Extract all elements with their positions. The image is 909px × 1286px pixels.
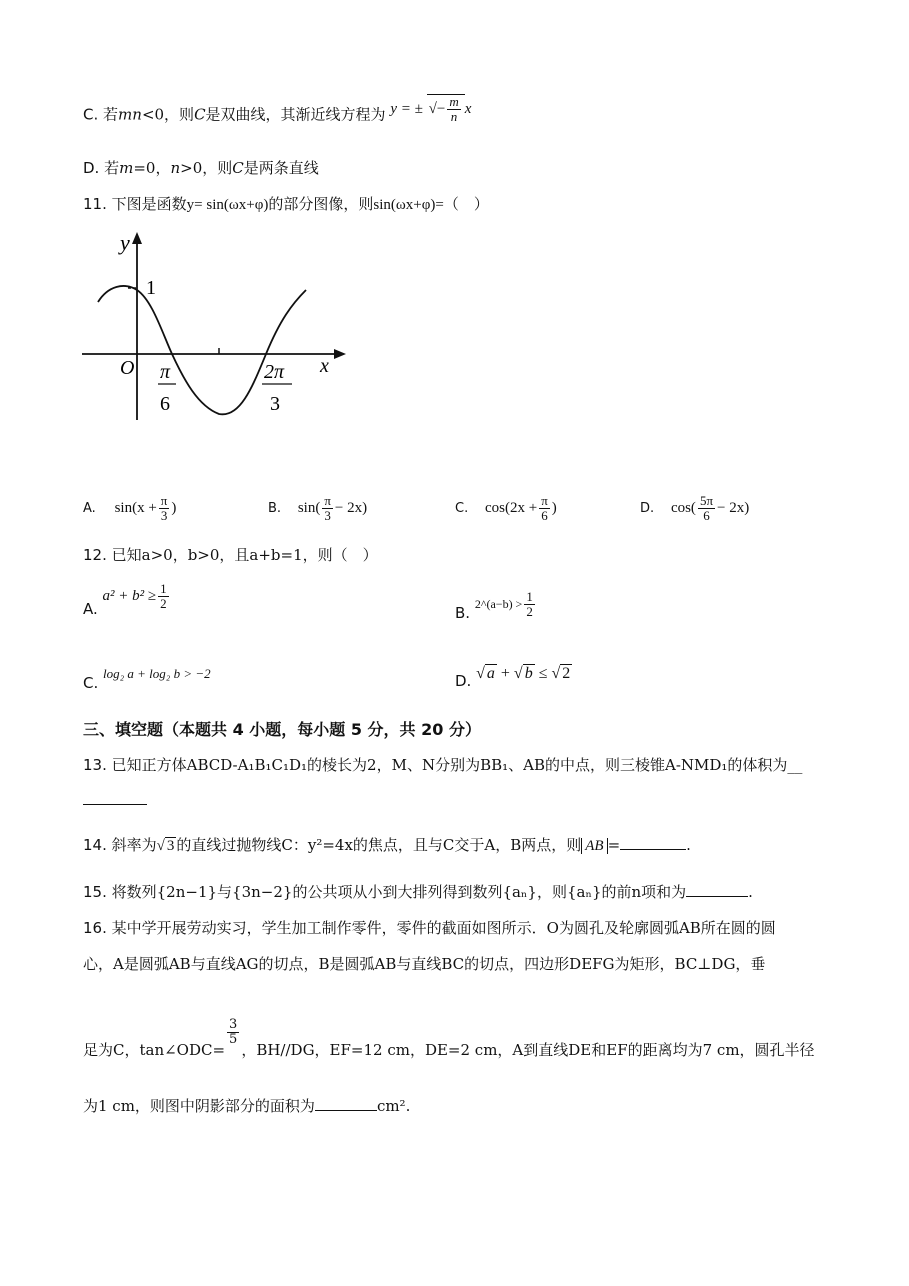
numerator: m (449, 94, 459, 109)
sqrt-2: 2 (562, 665, 571, 682)
text: mn (118, 105, 142, 124)
option-label: A. (83, 501, 96, 517)
sqrt-b: b (524, 665, 533, 682)
option-expr (670, 493, 750, 524)
period: . (748, 883, 753, 901)
question-number: 12. (83, 546, 107, 564)
numerator: π (160, 493, 168, 508)
section-heading: 三、填空题（本题共 4 小题，每小题 5 分，共 20 分） (83, 720, 481, 739)
option-label: B. (455, 603, 471, 622)
text: 斜率为 (111, 836, 157, 854)
question-number: 15. (83, 883, 107, 901)
expr-pre: cos( (670, 500, 696, 517)
text: 是两条直线 (243, 159, 319, 177)
equals: = (607, 836, 621, 854)
numerator: 1 (526, 589, 533, 604)
period: . (686, 836, 691, 854)
x-axis-arrow (334, 349, 346, 359)
denominator: 2 (526, 604, 533, 620)
denominator: 3 (160, 508, 168, 524)
text: 为1 cm，则图中阴影部分的面积为 (83, 1097, 315, 1115)
q12-option-d (455, 664, 572, 690)
q11-stem (83, 194, 489, 215)
option-expr (114, 493, 177, 524)
text: 足为C，tan∠ODC= (83, 1040, 226, 1059)
x-label: x (320, 355, 329, 377)
text: ，BH//DG，EF=12 cm，DE=2 cm，A到直线DE和EF的距离均为7 cm，圆孔半径 (241, 1040, 815, 1059)
denominator: n (450, 109, 458, 125)
expr-post: − 2x) (717, 500, 750, 517)
option-expr (297, 493, 368, 524)
text: C (232, 159, 244, 177)
tick2-denominator: 3 (270, 393, 280, 415)
text: （ ） (443, 195, 489, 213)
option-label: C. (83, 105, 99, 124)
tick2-numerator: 2π (264, 361, 285, 383)
q15 (83, 882, 753, 902)
question-number: 11. (83, 195, 107, 213)
text: =0， (133, 159, 171, 177)
text: 的部分图像，则 (268, 195, 374, 213)
q12-option-a (83, 581, 171, 619)
text: 已知正方体ABCD-A₁B₁C₁D₁的棱长为2，M、N分别为BB₁、AB的中点，则三棱锥A-NMD₁的体积为__ (111, 756, 803, 774)
text: 已知a>0，b>0，且a+b=1，则（ ） (111, 546, 378, 564)
q12-option-b (455, 590, 537, 620)
asymptote-formula (390, 94, 471, 125)
q16-line4 (83, 1096, 410, 1116)
expr-pre: sin( (297, 500, 321, 517)
q15-answer-blank[interactable] (686, 882, 748, 897)
option-expr: √ a + √ b ≤ √ 2 (476, 665, 571, 682)
tick1-numerator: π (160, 361, 171, 383)
numerator: 1 (160, 581, 167, 596)
sqrt: √− $\frac{m}{n}$ (427, 94, 465, 125)
question-number: 16. (83, 919, 107, 937)
q11-option-d (640, 494, 749, 524)
denominator: 2 (160, 596, 167, 612)
option-label: B. (268, 501, 282, 517)
expr-post: − 2x) (334, 500, 368, 517)
function-expr: y= sin(ωx+φ) (186, 197, 269, 213)
numerator: π (541, 493, 548, 508)
fraction (447, 95, 460, 125)
option-label: D. (640, 501, 655, 517)
q16-line2 (83, 954, 765, 974)
text: 下图是函数 (111, 195, 187, 213)
sqrt-a: a (486, 665, 495, 682)
text: n (170, 159, 181, 177)
q16-line1 (83, 918, 776, 938)
q11-option-c (455, 494, 557, 524)
numerator: 5π (699, 493, 714, 508)
expr-pre: cos(2x + (485, 500, 538, 517)
q12-option-c (83, 664, 211, 692)
text: 心，A是圆弧AB与直线AG的切点，B是圆弧AB与直线BC的切点，四边形DEFG为矩形，BC⊥DG，垂 (83, 955, 766, 973)
formula-x: x (464, 101, 472, 118)
neg: − (436, 101, 446, 118)
numerator: 3 (229, 1017, 238, 1032)
expr: 2^(a−b) > (474, 596, 523, 611)
denominator: 6 (703, 508, 710, 524)
denominator: 5 (229, 1032, 238, 1048)
option-expr: log₂ a + log₂ b > −2 (103, 666, 211, 681)
expr-post: ) (171, 500, 177, 517)
q13-answer-blank[interactable] (83, 804, 147, 805)
question-number: 13. (83, 756, 107, 774)
text: 的直线过抛物线C：y²=4x的焦点，且与C交于A，B两点，则 (176, 836, 582, 854)
one-label: 1 (146, 277, 156, 299)
expr: sin(ωx+φ)= (373, 197, 444, 213)
denominator: 3 (324, 508, 331, 524)
option-label: C. (83, 674, 99, 692)
tan-fraction (227, 1018, 239, 1048)
option-expr (102, 581, 171, 612)
option-label: D. (455, 672, 472, 690)
text: 某中学开展劳动实习，学生加工制作零件，零件的截面如图所示．O为圆孔及轮廓圆弧AB所在圆的圆 (111, 919, 776, 937)
q10-option-c (83, 94, 472, 131)
numerator: π (324, 493, 331, 508)
q12-stem (83, 545, 378, 565)
denominator: 6 (541, 508, 548, 524)
q11-option-b (268, 494, 367, 524)
sqrt-value: 3 (166, 838, 175, 854)
origin-label: O (120, 357, 135, 379)
expr-pre: sin(x + (114, 500, 157, 517)
option-label: D. (83, 159, 100, 177)
q14 (83, 835, 691, 856)
q16-line3 (83, 1012, 815, 1059)
text: 将数列{2n−1}与{3n−2}的公共项从小到大排列得到数列{aₙ}，则{aₙ}的前n项和为 (111, 883, 687, 901)
text: >0，则 (180, 159, 233, 177)
abs-ab: AB (581, 838, 607, 854)
y-axis-arrow (132, 232, 142, 244)
text: 是双曲线，其渐近线方程为 (205, 105, 386, 124)
le: ≤ (534, 665, 552, 682)
unit: cm². (376, 1097, 411, 1115)
q16-answer-blank[interactable] (315, 1096, 377, 1111)
tick1-denominator: 6 (160, 393, 170, 415)
option-label: A. (83, 600, 98, 619)
sine-graph (76, 228, 356, 428)
formula-lhs: y = ± (390, 101, 423, 118)
text: C (194, 105, 206, 124)
option-label: C. (455, 501, 469, 517)
expr: a² + b² ≥ (102, 588, 157, 605)
q10-option-d (83, 158, 319, 178)
question-number: 14. (83, 836, 107, 854)
text: 若 (104, 159, 120, 177)
text: m (119, 159, 134, 177)
y-label: y (120, 230, 130, 255)
option-expr (485, 493, 557, 524)
q11-option-a (83, 494, 176, 524)
expr-post: ) (551, 500, 557, 517)
text: 若 (103, 105, 119, 124)
plus: + (496, 665, 514, 682)
q14-answer-blank[interactable] (620, 835, 686, 850)
q13 (83, 755, 802, 775)
option-expr (474, 589, 537, 620)
text: <0，则 (141, 105, 195, 124)
sqrt-3: √ 3 (156, 838, 175, 854)
